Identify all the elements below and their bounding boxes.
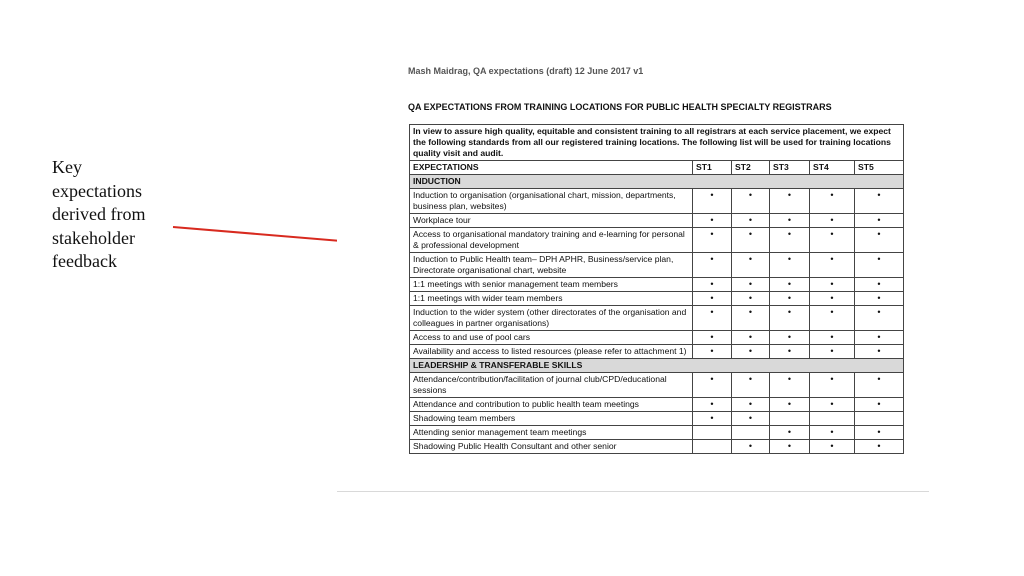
column-header: ST3 xyxy=(770,161,810,175)
expectation-label: Attendance and contribution to public health team meetings xyxy=(410,398,693,412)
expectations-table xyxy=(409,124,904,454)
bullet-mark: • xyxy=(855,440,904,454)
bullet-mark: • xyxy=(693,331,732,345)
bullet-mark: • xyxy=(693,412,732,426)
bullet-mark: • xyxy=(693,306,732,331)
bullet-mark: • xyxy=(732,373,770,398)
intro-text: In view to assure high quality, equitable and consistent training to all registrars at each service placement, we expect the following standards from all our registered training locations. The following list will be used for training locations quality visit and audit. xyxy=(410,125,904,161)
bullet-mark: • xyxy=(770,228,810,253)
expectation-label: 1:1 meetings with wider team members xyxy=(410,292,693,306)
bullet-mark: • xyxy=(732,412,770,426)
expectation-label: Attendance/contribution/facilitation of journal club/CPD/educational sessions xyxy=(410,373,693,398)
table-row xyxy=(410,306,904,331)
expectation-label: Workplace tour xyxy=(410,214,693,228)
bullet-mark: • xyxy=(770,426,810,440)
bullet-mark: • xyxy=(855,345,904,359)
bullet-mark: • xyxy=(855,228,904,253)
bullet-mark: • xyxy=(810,426,855,440)
bullet-mark: • xyxy=(693,345,732,359)
table-row xyxy=(410,345,904,359)
expectation-label: Induction to Public Health team– DPH APHR, Business/service plan, Directorate organisational chart, website xyxy=(410,253,693,278)
bullet-mark: • xyxy=(855,373,904,398)
section-row xyxy=(410,359,904,373)
bullet-mark: • xyxy=(732,292,770,306)
bullet-mark: • xyxy=(855,292,904,306)
section-title: LEADERSHIP & TRANSFERABLE SKILLS xyxy=(410,359,904,373)
table-row xyxy=(410,373,904,398)
bullet-mark: • xyxy=(732,214,770,228)
bullet-mark: • xyxy=(732,189,770,214)
bullet-mark: • xyxy=(855,253,904,278)
header-row xyxy=(410,161,904,175)
bullet-mark: • xyxy=(855,426,904,440)
column-header: ST4 xyxy=(810,161,855,175)
bullet-mark: • xyxy=(693,292,732,306)
bullet-mark: • xyxy=(855,398,904,412)
bullet-mark: • xyxy=(855,331,904,345)
callout-line: feedback xyxy=(52,251,117,271)
bullet-mark: • xyxy=(770,214,810,228)
expectation-label: Attending senior management team meetings xyxy=(410,426,693,440)
bullet-mark: • xyxy=(693,253,732,278)
bullet-mark xyxy=(732,426,770,440)
bullet-mark: • xyxy=(810,292,855,306)
page-bottom-rule xyxy=(337,491,929,492)
bullet-mark: • xyxy=(732,278,770,292)
bullet-mark: • xyxy=(732,440,770,454)
document-title: QA EXPECTATIONS FROM TRAINING LOCATIONS FOR PUBLIC HEALTH SPECIALTY REGISTRARS xyxy=(408,102,832,112)
table-row xyxy=(410,214,904,228)
bullet-mark: • xyxy=(810,228,855,253)
bullet-mark: • xyxy=(810,398,855,412)
section-title: INDUCTION xyxy=(410,175,904,189)
bullet-mark: • xyxy=(770,253,810,278)
bullet-mark: • xyxy=(770,440,810,454)
bullet-mark: • xyxy=(693,373,732,398)
bullet-mark: • xyxy=(770,398,810,412)
bullet-mark: • xyxy=(810,189,855,214)
section-row xyxy=(410,175,904,189)
bullet-mark: • xyxy=(732,345,770,359)
bullet-mark: • xyxy=(770,292,810,306)
table-row xyxy=(410,189,904,214)
bullet-mark: • xyxy=(732,253,770,278)
expectation-label: Induction to organisation (organisational chart, mission, departments, business plan, websites) xyxy=(410,189,693,214)
bullet-mark: • xyxy=(855,189,904,214)
bullet-mark: • xyxy=(770,331,810,345)
callout-line: derived from xyxy=(52,204,146,224)
table-row xyxy=(410,440,904,454)
bullet-mark: • xyxy=(770,278,810,292)
bullet-mark: • xyxy=(770,373,810,398)
expectation-label: Shadowing team members xyxy=(410,412,693,426)
expectation-label: Access to organisational mandatory training and e-learning for personal & professional development xyxy=(410,228,693,253)
bullet-mark: • xyxy=(810,214,855,228)
intro-row xyxy=(410,125,904,161)
bullet-mark: • xyxy=(693,278,732,292)
bullet-mark: • xyxy=(693,398,732,412)
bullet-mark: • xyxy=(810,331,855,345)
bullet-mark: • xyxy=(810,440,855,454)
bullet-mark: • xyxy=(855,306,904,331)
document-header: Mash Maidrag, QA expectations (draft) 12 June 2017 v1 xyxy=(408,66,644,76)
bullet-mark: • xyxy=(810,373,855,398)
bullet-mark: • xyxy=(810,253,855,278)
table-row xyxy=(410,331,904,345)
bullet-mark: • xyxy=(770,189,810,214)
table-row xyxy=(410,412,904,426)
expectation-label: Availability and access to listed resources (please refer to attachment 1) xyxy=(410,345,693,359)
table-row xyxy=(410,228,904,253)
bullet-mark xyxy=(693,440,732,454)
bullet-mark: • xyxy=(732,228,770,253)
bullet-mark: • xyxy=(770,306,810,331)
callout-line: expectations xyxy=(52,180,142,201)
bullet-mark: • xyxy=(770,345,810,359)
bullet-mark: • xyxy=(693,189,732,214)
column-header: ST2 xyxy=(732,161,770,175)
bullet-mark xyxy=(855,412,904,426)
bullet-mark: • xyxy=(810,345,855,359)
document-page xyxy=(337,60,929,492)
bullet-mark: • xyxy=(732,331,770,345)
bullet-mark xyxy=(770,412,810,426)
bullet-mark: • xyxy=(693,214,732,228)
expectation-label: Shadowing Public Health Consultant and other senior xyxy=(410,440,693,454)
expectation-label: Induction to the wider system (other directorates of the organisation and colleagues in partner organisations) xyxy=(410,306,693,331)
bullet-mark: • xyxy=(810,278,855,292)
bullet-mark xyxy=(693,426,732,440)
bullet-mark: • xyxy=(810,306,855,331)
expectation-label: 1:1 meetings with senior management team members xyxy=(410,278,693,292)
callout-line: stakeholder xyxy=(52,227,135,248)
table-row xyxy=(410,398,904,412)
expectation-label: Access to and use of pool cars xyxy=(410,331,693,345)
table-row xyxy=(410,278,904,292)
table-row xyxy=(410,253,904,278)
table-row xyxy=(410,292,904,306)
bullet-mark: • xyxy=(732,306,770,331)
table-row xyxy=(410,426,904,440)
bullet-mark: • xyxy=(855,278,904,292)
column-header: EXPECTATIONS xyxy=(410,161,693,175)
column-header: ST1 xyxy=(693,161,732,175)
bullet-mark: • xyxy=(732,398,770,412)
column-header: ST5 xyxy=(855,161,904,175)
bullet-mark: • xyxy=(855,214,904,228)
bullet-mark xyxy=(810,412,855,426)
bullet-mark: • xyxy=(693,228,732,253)
callout-line: Key xyxy=(52,157,82,177)
